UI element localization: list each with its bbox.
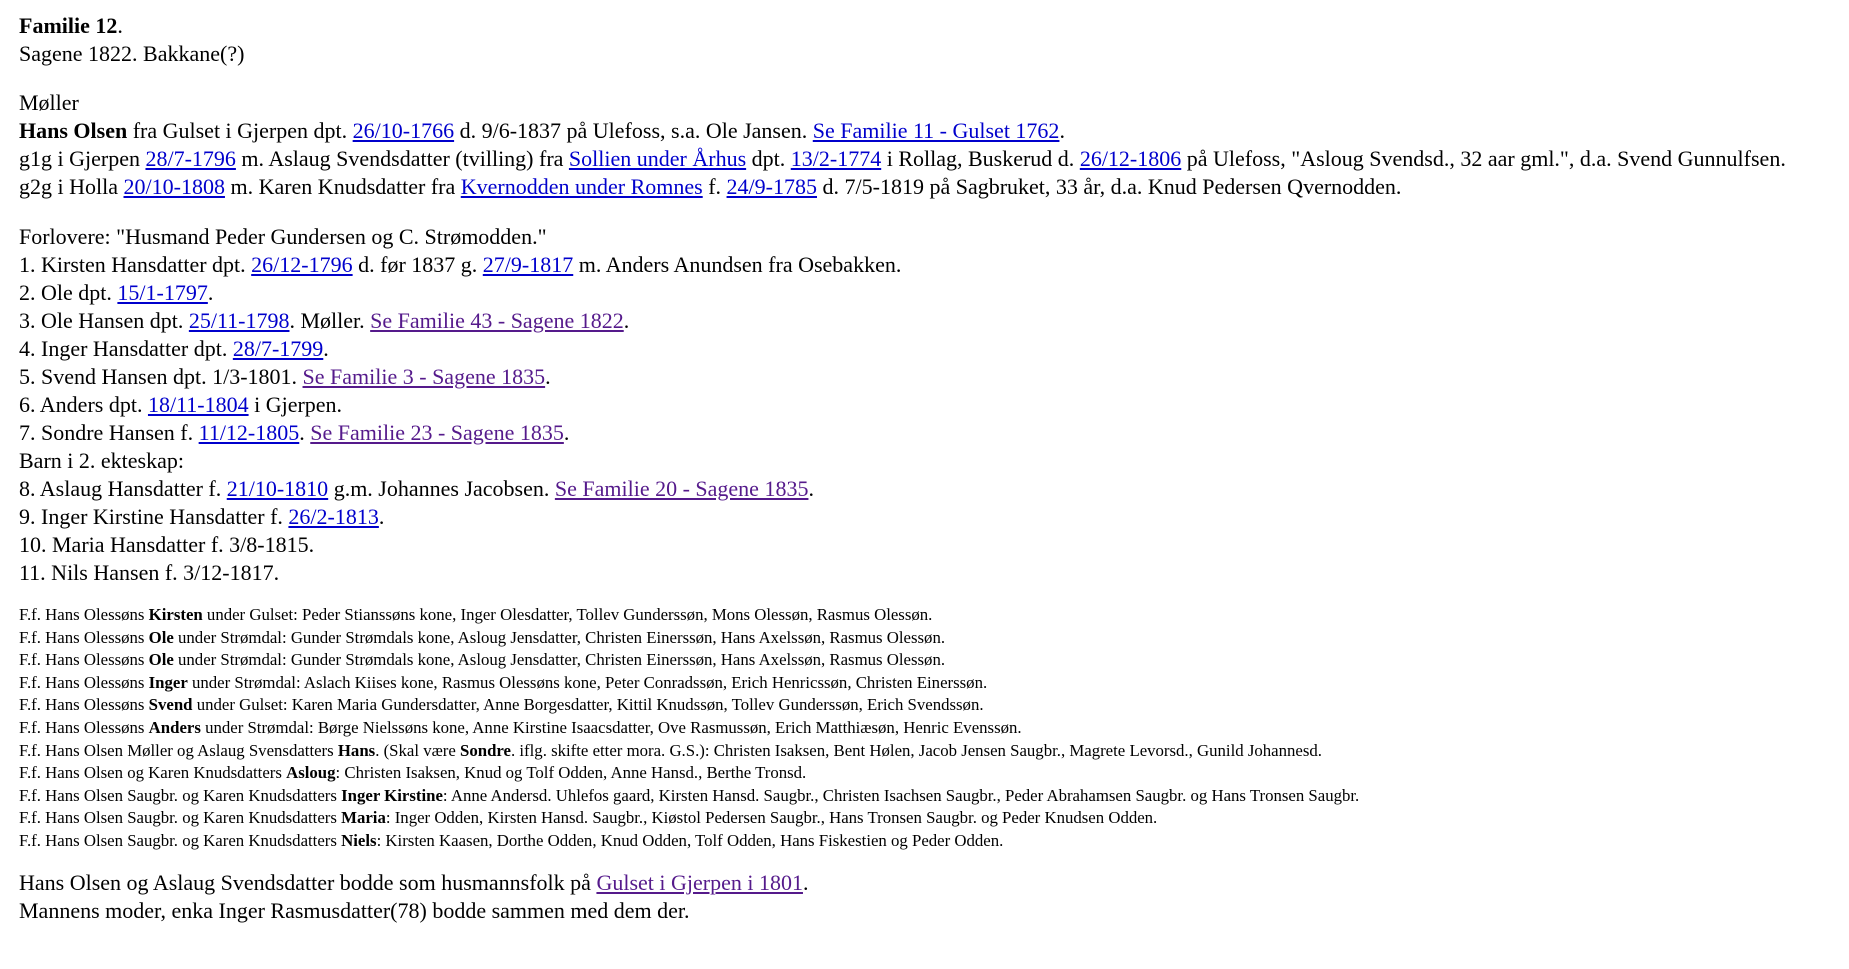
children2-heading: Barn i 2. ekteskap:: [19, 448, 184, 473]
text: m. Karen Knudsdatter fra: [224, 174, 461, 199]
census-note: Mannens moder, enka Inger Rasmusdatter(78) bodde sammen med dem der.: [19, 897, 690, 923]
godparents-row: [19, 604, 1839, 627]
marriage1-date-link[interactable]: 28/7-1796: [145, 146, 236, 171]
godparents-row: [19, 672, 1839, 695]
date-link[interactable]: 21/10-1810: [226, 476, 329, 501]
census-link[interactable]: Gulset i Gjerpen i 1801: [596, 869, 803, 895]
child-row: [19, 363, 1839, 391]
census-line: [19, 869, 1839, 897]
text: .: [323, 336, 329, 361]
husband-line: [19, 117, 1839, 145]
text: .: [563, 420, 570, 445]
date-link[interactable]: 25/11-1798: [188, 308, 290, 333]
text: under Gulset: Karen Maria Gundersdatter, Anne Borgesdatter, Kittil Knudssøn, Tollev Gunderssøn, Erich Svendssøn.: [192, 695, 984, 715]
child-row: [19, 475, 1839, 503]
text: F.f. Hans Olsen Saugbr. og Karen Knudsdatters: [19, 830, 342, 850]
text: F.f. Hans Olessøns: [19, 672, 149, 692]
text: i Rollag, Buskerud d.: [881, 146, 1080, 171]
parent-family-link[interactable]: Se Familie 11 - Gulset 1762: [812, 118, 1060, 143]
text: .: [623, 308, 630, 333]
child-row: 11. Nils Hansen f. 3/12-1817.: [19, 560, 280, 585]
text: 7. Sondre Hansen f.: [19, 420, 199, 445]
child-name: Kirsten: [148, 605, 203, 624]
godparents-row: [19, 649, 1839, 672]
place-link[interactable]: Sollien under Århus: [568, 146, 747, 171]
text: 3. Ole Hansen dpt.: [19, 308, 189, 333]
text: under Strømdal: Gunder Strømdals kone, Asloug Jensdatter, Christen Einerssøn, Hans Axelssøn, Rasmus Olessøn.: [173, 627, 946, 647]
text: . (Skal være: [375, 740, 461, 760]
family-link[interactable]: Se Familie 23 - Sagene 1835: [310, 420, 564, 445]
text: : Anne Andersd. Uhlefos gaard, Kirsten Hansd. Saugbr., Christen Isachsen Saugbr., Peder Abrahamsen Saugbr. og Hans Tronsen Saugbr.: [442, 785, 1360, 805]
child-name: Svend: [148, 695, 193, 715]
text: g2g i Holla: [19, 174, 124, 199]
text: . iflg. skifte etter mora. G.S.): Christen Isaksen, Bent Hølen, Jacob Jensen Saugbr., Magrete Levorsd., Gunild Johannesd.: [511, 740, 1322, 760]
husband-name: Hans Olsen: [19, 118, 128, 143]
godparents-row: [19, 762, 1839, 785]
text: Hans Olsen og Aslaug Svendsdatter bodde som husmannsfolk på: [19, 869, 597, 895]
child-row: [19, 391, 1839, 419]
family-title-line: [19, 12, 1839, 40]
text: .: [378, 504, 385, 529]
godparents-row: [19, 740, 1839, 763]
text: . Møller.: [289, 308, 371, 333]
child-row: [19, 503, 1839, 531]
family-title: Familie 12: [19, 13, 118, 38]
text: m. Aslaug Svendsdatter (tvilling) fra: [235, 146, 569, 171]
text: d. 9/6-1837 på Ulefoss, s.a. Ole Jansen.: [454, 118, 813, 143]
text: g1g i Gjerpen: [19, 146, 146, 171]
text: m. Anders Anundsen fra Osebakken.: [573, 252, 902, 277]
text: .: [802, 869, 809, 895]
family-link[interactable]: Se Familie 20 - Sagene 1835: [554, 476, 809, 501]
family-subtitle: Sagene 1822. Bakkane(?): [19, 41, 245, 66]
godparents-row: [19, 694, 1839, 717]
child-name: Hans: [337, 740, 376, 760]
text: d. 7/5-1819 på Sagbruket, 33 år, d.a. Knud Pedersen Qvernodden.: [817, 174, 1402, 199]
date-link[interactable]: 26/12-1796: [251, 252, 353, 277]
text: 5. Svend Hansen dpt. 1/3-1801.: [19, 364, 303, 389]
date-link[interactable]: 11/12-1805: [198, 420, 300, 445]
text: dpt.: [746, 146, 791, 171]
text: 4. Inger Hansdatter dpt.: [19, 336, 233, 361]
text: F.f. Hans Olsen Saugbr. og Karen Knudsdatters: [19, 808, 342, 828]
godparents-row: [19, 627, 1839, 650]
date-link[interactable]: 27/9-1817: [482, 252, 574, 277]
text: under Strømdal: Aslach Kiises kone, Rasmus Olessøns kone, Peter Conradssøn, Erich Henricssøn, Christen Einerssøn.: [187, 672, 988, 692]
date-link[interactable]: 26/2-1813: [288, 504, 379, 529]
godparents-row: [19, 830, 1839, 853]
marriage1-line: [19, 145, 1839, 173]
godparents-row: [19, 785, 1839, 808]
text: under Strømdal: Børge Nielssøns kone, Anne Kirstine Isaacsdatter, Ove Rasmussøn, Erich Matthiæsøn, Henric Evenssøn.: [200, 717, 1022, 737]
text: d. før 1837 g.: [352, 252, 483, 277]
text: F.f. Hans Olessøns: [19, 650, 149, 670]
wife1-death-link[interactable]: 26/12-1806: [1079, 146, 1182, 171]
wife2-birth-link[interactable]: 24/9-1785: [726, 174, 817, 199]
text: .: [299, 420, 311, 445]
child-row: [19, 251, 1839, 279]
husband-occupation: Møller: [19, 90, 79, 115]
text: under Gulset: Peder Stianssøns kone, Inger Olesdatter, Tollev Gunderssøn, Mons Olessøn, Rasmus Olessøn.: [202, 605, 933, 624]
child-row: 10. Maria Hansdatter f. 3/8-1815.: [19, 532, 315, 557]
godparents-row: [19, 807, 1839, 830]
text: fra Gulset i Gjerpen dpt.: [127, 118, 353, 143]
text: på Ulefoss, "Asloug Svendsd., 32 aar gml.", d.a. Svend Gunnulfsen.: [1181, 146, 1786, 171]
text: : Inger Odden, Kirsten Hansd. Saugbr., Kiøstol Pedersen Saugbr., Hans Tronsen Saugbr. og Peder Knudsen Odden.: [385, 808, 1158, 828]
child-row: [19, 419, 1839, 447]
text: F.f. Hans Olsen og Karen Knudsdatters: [19, 763, 287, 783]
title-suffix: .: [117, 13, 123, 38]
child-name: Maria: [341, 808, 386, 828]
child-name: Anders: [148, 717, 201, 737]
text: 9. Inger Kirstine Hansdatter f.: [19, 504, 289, 529]
text: 6. Anders dpt.: [19, 392, 148, 417]
text: F.f. Hans Olessøns: [19, 695, 149, 715]
child-row: [19, 279, 1839, 307]
child-name: Asloug: [286, 763, 336, 783]
child-row: [19, 335, 1839, 363]
text: : Kirsten Kaasen, Dorthe Odden, Knud Odden, Tolf Odden, Hans Fiskestien og Peder Odden.: [376, 830, 1004, 850]
text: 1. Kirsten Hansdatter dpt.: [19, 252, 252, 277]
text: F.f. Hans Olessøns: [19, 605, 149, 624]
child-name: Sondre: [460, 740, 511, 760]
forlovere: Forlovere: "Husmand Peder Gundersen og C. Strømodden.": [19, 224, 547, 249]
text: i Gjerpen.: [248, 392, 343, 417]
text: : Christen Isaksen, Knud og Tolf Odden, Anne Hansd., Berthe Tronsd.: [335, 763, 807, 783]
child-name: Ole: [148, 627, 174, 647]
text: under Strømdal: Gunder Strømdals kone, Asloug Jensdatter, Christen Einerssøn, Hans Axelssøn, Rasmus Olessøn.: [173, 650, 946, 670]
text: F.f. Hans Olessøns: [19, 627, 149, 647]
family-link[interactable]: Se Familie 3 - Sagene 1835: [302, 364, 546, 389]
child-name: Niels: [341, 830, 377, 850]
text: F.f. Hans Olsen Møller og Aslaug Svensdatters: [19, 740, 338, 760]
text: 8. Aslaug Hansdatter f.: [19, 476, 227, 501]
text: f.: [702, 174, 727, 199]
marriage2-line: [19, 173, 1839, 201]
document: [19, 12, 1839, 925]
place-link[interactable]: Kvernodden under Romnes: [460, 174, 703, 199]
date-link[interactable]: 28/7-1799: [232, 336, 324, 361]
child-name: Ole: [148, 650, 174, 670]
date-link[interactable]: 15/1-1797: [117, 280, 208, 305]
marriage2-date-link[interactable]: 20/10-1808: [123, 174, 225, 199]
text: .: [1059, 118, 1065, 143]
text: 2. Ole dpt.: [19, 280, 118, 305]
child-name: Inger: [148, 672, 188, 692]
text: F.f. Hans Olsen Saugbr. og Karen Knudsdatters: [19, 785, 342, 805]
child-name: Inger Kirstine: [341, 785, 443, 805]
family-link[interactable]: Se Familie 43 - Sagene 1822: [370, 308, 624, 333]
text: g.m. Johannes Jacobsen.: [328, 476, 555, 501]
child-row: [19, 307, 1839, 335]
baptism-date-link[interactable]: 26/10-1766: [352, 118, 455, 143]
godparents-row: [19, 717, 1839, 740]
text: .: [207, 280, 214, 305]
wife1-baptism-link[interactable]: 13/2-1774: [790, 146, 882, 171]
text: .: [545, 364, 551, 389]
date-link[interactable]: 18/11-1804: [147, 392, 249, 417]
text: F.f. Hans Olessøns: [19, 717, 149, 737]
text: .: [808, 476, 814, 501]
